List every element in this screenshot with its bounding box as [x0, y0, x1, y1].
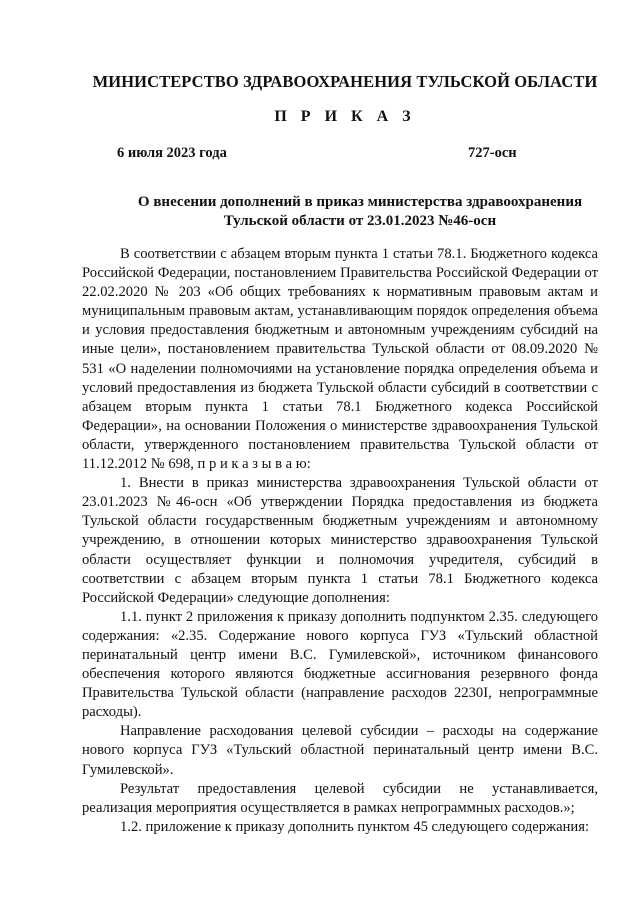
title-line-1: О внесении дополнений в приказ министерства здравоохранения	[137, 194, 583, 210]
document-type: П Р И К А З	[274, 108, 416, 125]
title-line-2: Тульской области от 23.01.2023 №46-осн	[223, 213, 497, 229]
direction-paragraph: Направление расходования целевой субсидии – расходы на содержание нового корпуса ГУЗ «Тульский областной перинатальный центр имени В.С. Гумилевской».	[82, 723, 598, 778]
ministry-name: МИНИСТЕРСТВО ЗДРАВООХРАНЕНИЯ ТУЛЬСКОЙ ОБЛАСТИ	[92, 72, 598, 91]
item-1-2-paragraph: 1.2. приложение к приказу дополнить пунктом 45 следующего содержания:	[120, 818, 590, 835]
document-date: 6 июля 2023 года	[117, 145, 227, 161]
result-paragraph: Результат предоставления целевой субсидии не устанавливается, реализация мероприятия осуществляется в рамках непрограммных расходов.»;	[82, 780, 598, 816]
item-1-1-paragraph: 1.1. пункт 2 приложения к приказу дополнить подпунктом 2.35. следующего содержания: «2.35. Содержание нового корпуса ГУЗ «Тульский областной перинатальный центр имени В.С. Гумилевской», источником финансового обеспечения которого являются бюджетные ассигнования резервного фонда Правительства Тульской области (направление расходов 2230I, непрограммные расходы).	[82, 608, 598, 721]
document-number: 727-осн	[468, 145, 517, 161]
preamble-paragraph: В соответствии с абзацем вторым пункта 1 статьи 78.1. Бюджетного кодекса Российской Федерации, постановлением Правительства Российской Федерации от 22.02.2020 № 203 «Об общих требованиях к нормативным правовым актам и муниципальным правовым актам, устанавливающим порядок определения объема и условия предоставления бюджетным и автономным учреждениям субсидий на иные цели», постановлением правительства Тульской области от 08.09.2020 № 531 «О наделении полномочиями на установление порядка определения объема и условий предоставления из бюджета Тульской области субсидий в соответствии с абзацем вторым пункта 1 статьи 78.1 Бюджетного кодекса Российской Федерации», на основании Положения о министерстве здравоохранения Тульской области, утвержденного постановлением правительства Тульской области от 11.12.2012 № 698, п р и к а з ы в а ю:	[82, 246, 598, 473]
item-1-paragraph: 1. Внести в приказ министерства здравоохранения Тульской области от 23.01.2023 №46-осн «Об утверждении Порядка предоставления из бюджета Тульской области государственным бюджетным учреждениям и автономному учреждению, в отношении которых министерство здравоохранения Тульской области осуществляет функции и полномочия учредителя, субсидий в соответствии с абзацем вторым пункта 1 статьи 78.1 Бюджетного кодекса Российской Федерации» следующие дополнения:	[82, 475, 598, 606]
document-body	[82, 245, 598, 837]
document-title	[100, 193, 620, 231]
